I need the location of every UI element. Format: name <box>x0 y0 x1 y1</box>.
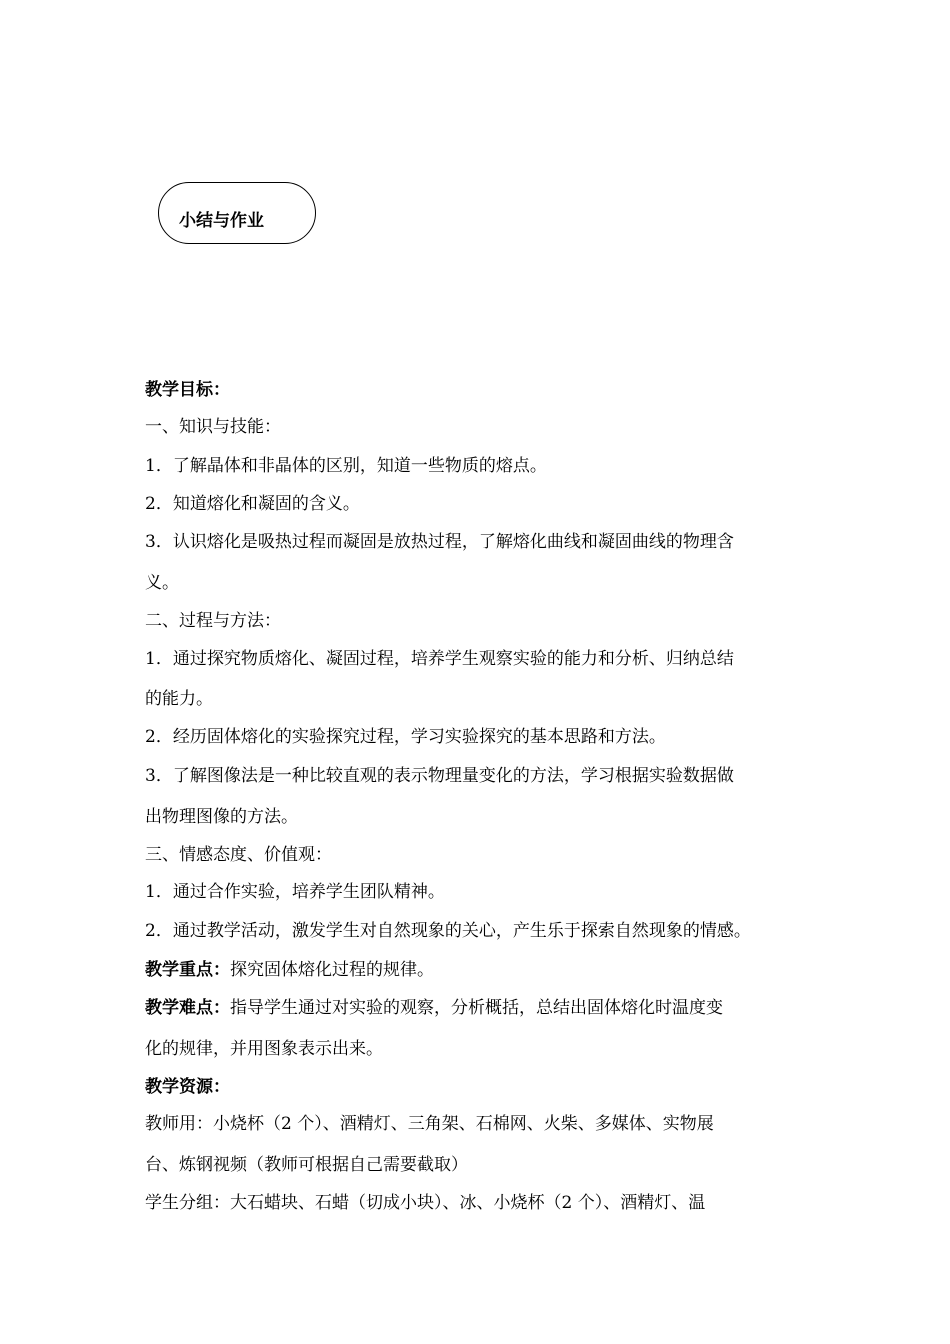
section-knowledge-skills-title: 一、知识与技能： <box>145 417 281 437</box>
difficulty-label: 教学难点： <box>145 998 230 1018</box>
attitude-item-1: 1．通过合作实验，培养学生团队精神。 <box>145 882 445 902</box>
difficulty-paragraph-line-1 <box>145 996 723 1020</box>
knowledge-item-2: 2．知道熔化和凝固的含义。 <box>145 494 360 514</box>
attitude-item-2: 2．通过教学活动，激发学生对自然现象的关心，产生乐于探索自然现象的情感。 <box>145 921 751 941</box>
key-point-label: 教学重点： <box>145 960 230 980</box>
teacher-resources-line-1: 教师用：小烧杯（2 个）、酒精灯、三角架、石棉网、火柴、多媒体、实物展 <box>145 1114 714 1134</box>
key-point-paragraph <box>145 958 434 982</box>
key-point-text: 探究固体熔化过程的规律。 <box>230 960 434 980</box>
difficulty-text-line-1: 指导学生通过对实验的观察，分析概括，总结出固体熔化时温度变 <box>230 998 723 1018</box>
section-process-methods-title: 二、过程与方法： <box>145 611 281 631</box>
process-item-1-line-1: 1．通过探究物质熔化、凝固过程，培养学生观察实验的能力和分析、归纳总结 <box>145 649 734 669</box>
callout-label: 小结与作业 <box>179 211 264 231</box>
teacher-resources-line-2: 台、炼钢视频（教师可根据自己需要截取） <box>145 1155 468 1175</box>
section-attitude-values-title: 三、情感态度、价值观： <box>145 845 332 865</box>
difficulty-text-line-2: 化的规律，并用图象表示出来。 <box>145 1039 383 1059</box>
summary-homework-callout <box>158 182 316 244</box>
knowledge-item-3-line-1: 3．认识熔化是吸热过程而凝固是放热过程，了解熔化曲线和凝固曲线的物理含 <box>145 532 734 552</box>
process-item-3-line-2: 出物理图像的方法。 <box>145 807 298 827</box>
process-item-2: 2．经历固体熔化的实验探究过程，学习实验探究的基本思路和方法。 <box>145 727 666 747</box>
process-item-1-line-2: 的能力。 <box>145 689 213 709</box>
resources-heading: 教学资源： <box>145 1077 230 1097</box>
knowledge-item-3-line-2: 义。 <box>145 573 179 593</box>
knowledge-item-1: 1．了解晶体和非晶体的区别，知道一些物质的熔点。 <box>145 456 547 476</box>
objectives-heading: 教学目标： <box>145 380 230 400</box>
student-resources-line-1: 学生分组：大石蜡块、石蜡（切成小块）、冰、小烧杯（2 个）、酒精灯、温 <box>145 1193 706 1213</box>
process-item-3-line-1: 3．了解图像法是一种比较直观的表示物理量变化的方法，学习根据实验数据做 <box>145 766 734 786</box>
